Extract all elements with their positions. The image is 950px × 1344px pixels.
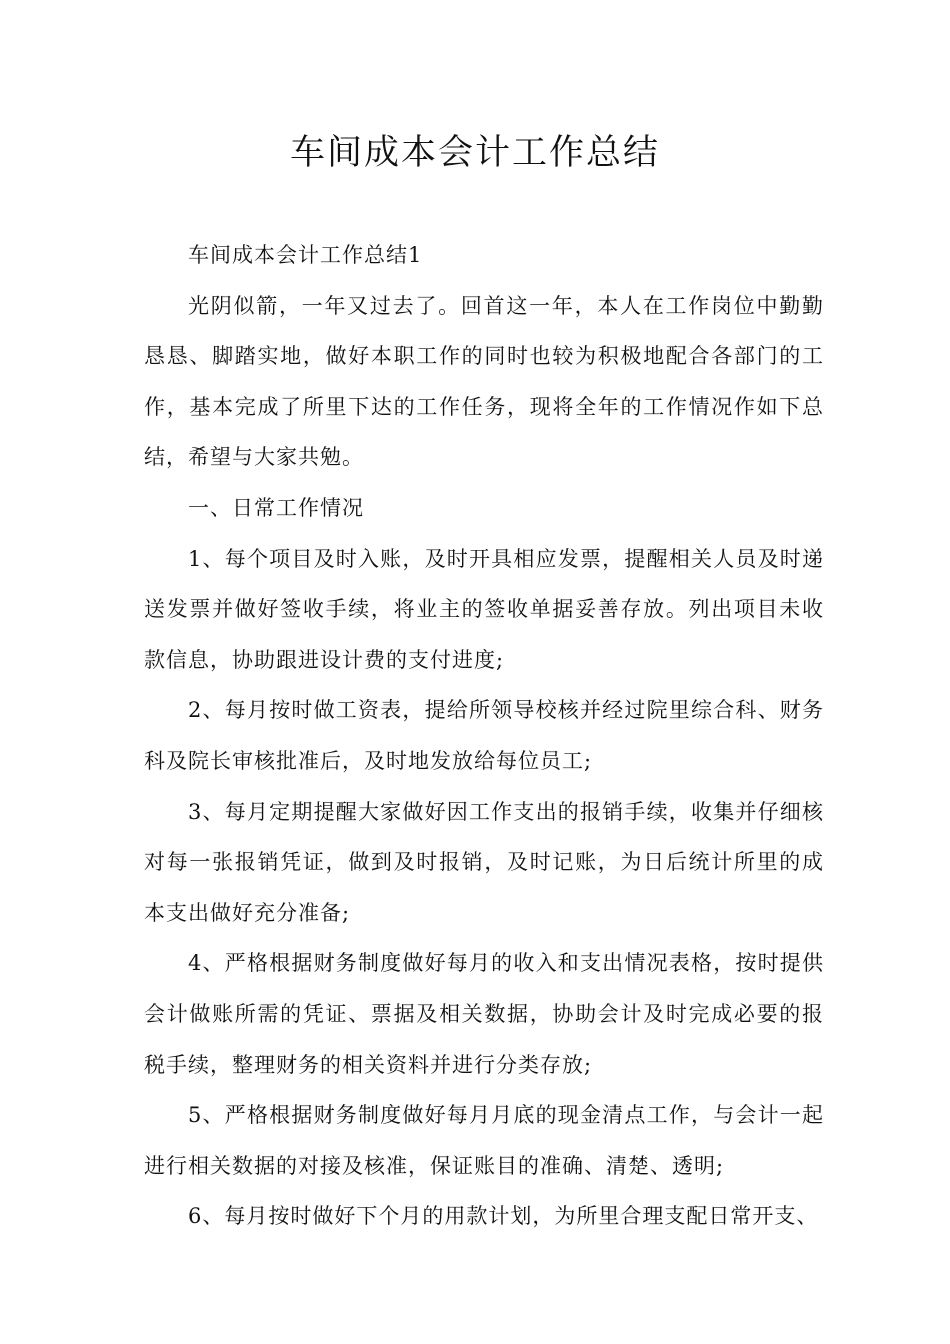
paragraph-item-5: 5、严格根据财务制度做好每月月底的现金清点工作，与会计一起进行相关数据的对接及核准，保证账目的准确、清楚、透明; bbox=[144, 1103, 824, 1178]
paragraph-item-1: 1、每个项目及时入账，及时开具相应发票，提醒相关人员及时递送发票并做好签收手续，将业主的签收单据妥善存放。列出项目未收款信息，协助跟进设计费的支付进度; bbox=[144, 546, 824, 672]
section-heading: 车间成本会计工作总结1 bbox=[188, 243, 423, 267]
document-body bbox=[144, 230, 824, 1242]
paragraph-item-2: 2、每月按时做工资表，提给所领导校核并经过院里综合科、财务科及院长审核批准后，及时地发放给每位员工; bbox=[144, 698, 824, 773]
paragraph-item-6: 6、每月按时做好下个月的用款计划，为所里合理支配日常开支、 bbox=[188, 1204, 819, 1229]
paragraph-intro: 光阴似箭，一年又过去了。回首这一年，本人在工作岗位中勤勤恳恳、脚踏实地，做好本职工作的同时也较为积极地配合各部门的工作，基本完成了所里下达的工作任务，现将全年的工作情况作如下总结，希望与大家共勉。 bbox=[144, 293, 824, 470]
paragraph-item-4: 4、严格根据财务制度做好每月的收入和支出情况表格，按时提供会计做账所需的凭证、票据及相关数据，协助会计及时完成必要的报税手续，整理财务的相关资料并进行分类存放; bbox=[144, 951, 824, 1077]
paragraph-heading-daily-work: 一、日常工作情况 bbox=[188, 495, 364, 520]
document-title: 车间成本会计工作总结 bbox=[289, 133, 660, 173]
paragraph-item-3: 3、每月定期提醒大家做好因工作支出的报销手续，收集并仔细核对每一张报销凭证，做到及时报销，及时记账，为日后统计所里的成本支出做好充分准备; bbox=[144, 799, 824, 925]
